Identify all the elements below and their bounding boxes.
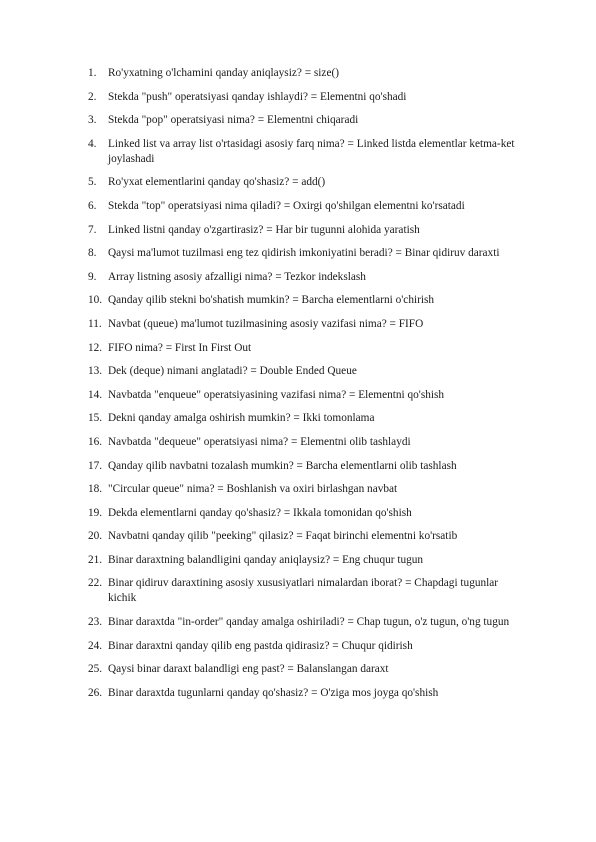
item-text: Stekda "pop" operatsiyasi nima? = Elementni chiqaradi [108, 114, 359, 127]
item-number: 24. [88, 639, 103, 652]
item-text: Binar daraxtda tugunlarni qanday qo'shasiz? = O'ziga mos joyga qo'shish [108, 686, 439, 699]
list-item [88, 662, 528, 677]
item-number: 1. [88, 67, 97, 79]
item-text: FIFO nima? = First In First Out [108, 341, 252, 354]
item-text: Binar daraxtni qanday qilib eng pastda qidirasiz? = Chuqur qidirish [108, 639, 413, 652]
list-item [88, 388, 528, 403]
item-number: 11. [88, 317, 102, 330]
item-number: 25. [88, 663, 103, 676]
item-text: Navbatda "enqueue" operatsiyasining vazifasi nima? = Elementni qo'shish [108, 388, 445, 401]
list-item [88, 364, 528, 379]
item-number: 18. [88, 483, 103, 496]
item-text: Array listning asosiy afzalligi nima? = Tezkor indekslash [108, 270, 366, 283]
list-item [88, 506, 528, 521]
list-item [88, 482, 528, 497]
item-text: Linked listni qanday o'zgartirasiz? = Har bir tugunni alohida yaratish [108, 223, 420, 236]
list-item [88, 639, 528, 654]
list-item [88, 459, 528, 474]
item-number: 23. [88, 616, 103, 629]
item-number: 9. [88, 270, 97, 283]
list-item [88, 411, 528, 426]
item-text: Binar qidiruv daraxtining asosiy xususiyatlari nimalardan iborat? = Chapdagi tugunlar kichik [108, 577, 499, 605]
list-item [88, 223, 528, 238]
item-number: 7. [88, 223, 97, 236]
item-text: Stekda "top" operatsiyasi nima qiladi? = Oxirgi qo'shilgan elementni ko'rsatadi [108, 199, 465, 212]
item-number: 13. [88, 365, 103, 378]
item-number: 22. [88, 577, 103, 590]
item-text: Dek (deque) nimani anglatadi? = Double Ended Queue [108, 365, 357, 378]
item-number: 4. [88, 137, 97, 150]
item-number: 6. [88, 199, 97, 212]
list-item [88, 246, 528, 261]
list-item [88, 317, 528, 332]
question-answer-list [88, 66, 528, 709]
item-number: 12. [88, 341, 103, 354]
item-text: Qaysi binar daraxt balandligi eng past? = Balanslangan daraxt [108, 663, 389, 676]
item-number: 20. [88, 530, 103, 543]
item-number: 17. [88, 459, 103, 472]
item-number: 15. [88, 412, 103, 425]
list-item [88, 686, 528, 701]
item-text: Ro'yxatning o'lchamini qanday aniqlaysiz? = size() [108, 67, 339, 79]
item-text: Stekda "push" operatsiyasi qanday ishlaydi? = Elementni qo'shadi [108, 90, 407, 103]
list-item [88, 435, 528, 450]
item-text: Binar daraxtning balandligini qanday aniqlaysiz? = Eng chuqur tugun [108, 553, 424, 566]
item-text: Navbatda "dequeue" operatsiyasi nima? = Elementni olib tashlaydi [108, 435, 411, 448]
item-text: Qanday qilib navbatni tozalash mumkin? = Barcha elementlarni olib tashlash [108, 459, 457, 472]
item-number: 19. [88, 506, 103, 519]
list-item [88, 553, 528, 568]
list-item [88, 175, 528, 190]
item-text: Dekni qanday amalga oshirish mumkin? = Ikki tomonlama [108, 412, 375, 425]
item-text: Qaysi ma'lumot tuzilmasi eng tez qidirish imkoniyatini beradi? = Binar qidiruv daraxti [108, 247, 500, 260]
list-item [88, 137, 528, 167]
list-item [88, 615, 528, 630]
item-number: 5. [88, 176, 97, 189]
list-item [88, 529, 528, 544]
item-number: 16. [88, 435, 103, 448]
item-text: Ro'yxat elementlarini qanday qo'shasiz? = add() [108, 176, 326, 189]
item-number: 10. [88, 294, 103, 307]
list-item [88, 576, 528, 606]
list-item [88, 66, 528, 81]
item-text: Binar daraxtda "in-order" qanday amalga oshiriladi? = Chap tugun, o'z tugun, o'ng tugun [108, 616, 510, 629]
item-text: Dekda elementlarni qanday qo'shasiz? = Ikkala tomonidan qo'shish [108, 506, 412, 519]
item-number: 2. [88, 90, 97, 103]
list-item [88, 293, 528, 308]
item-number: 8. [88, 247, 97, 260]
item-number: 26. [88, 686, 103, 699]
item-text: "Circular queue" nima? = Boshlanish va oxiri birlashgan navbat [108, 483, 398, 496]
item-text: Linked list va array list o'rtasidagi asosiy farq nima? = Linked listda elementlar ketma-ket joylashadi [108, 137, 515, 165]
item-number: 14. [88, 388, 103, 401]
item-text: Navbat (queue) ma'lumot tuzilmasining asosiy vazifasi nima? = FIFO [108, 317, 424, 330]
list-item [88, 90, 528, 105]
list-item [88, 113, 528, 128]
list-item [88, 199, 528, 214]
item-text: Qanday qilib stekni bo'shatish mumkin? = Barcha elementlarni o'chirish [108, 294, 435, 307]
item-text: Navbatni qanday qilib "peeking" qilasiz? = Faqat birinchi elementni ko'rsatib [108, 530, 458, 543]
item-number: 3. [88, 114, 97, 127]
list-item [88, 270, 528, 285]
item-number: 21. [88, 553, 103, 566]
list-item [88, 341, 528, 356]
